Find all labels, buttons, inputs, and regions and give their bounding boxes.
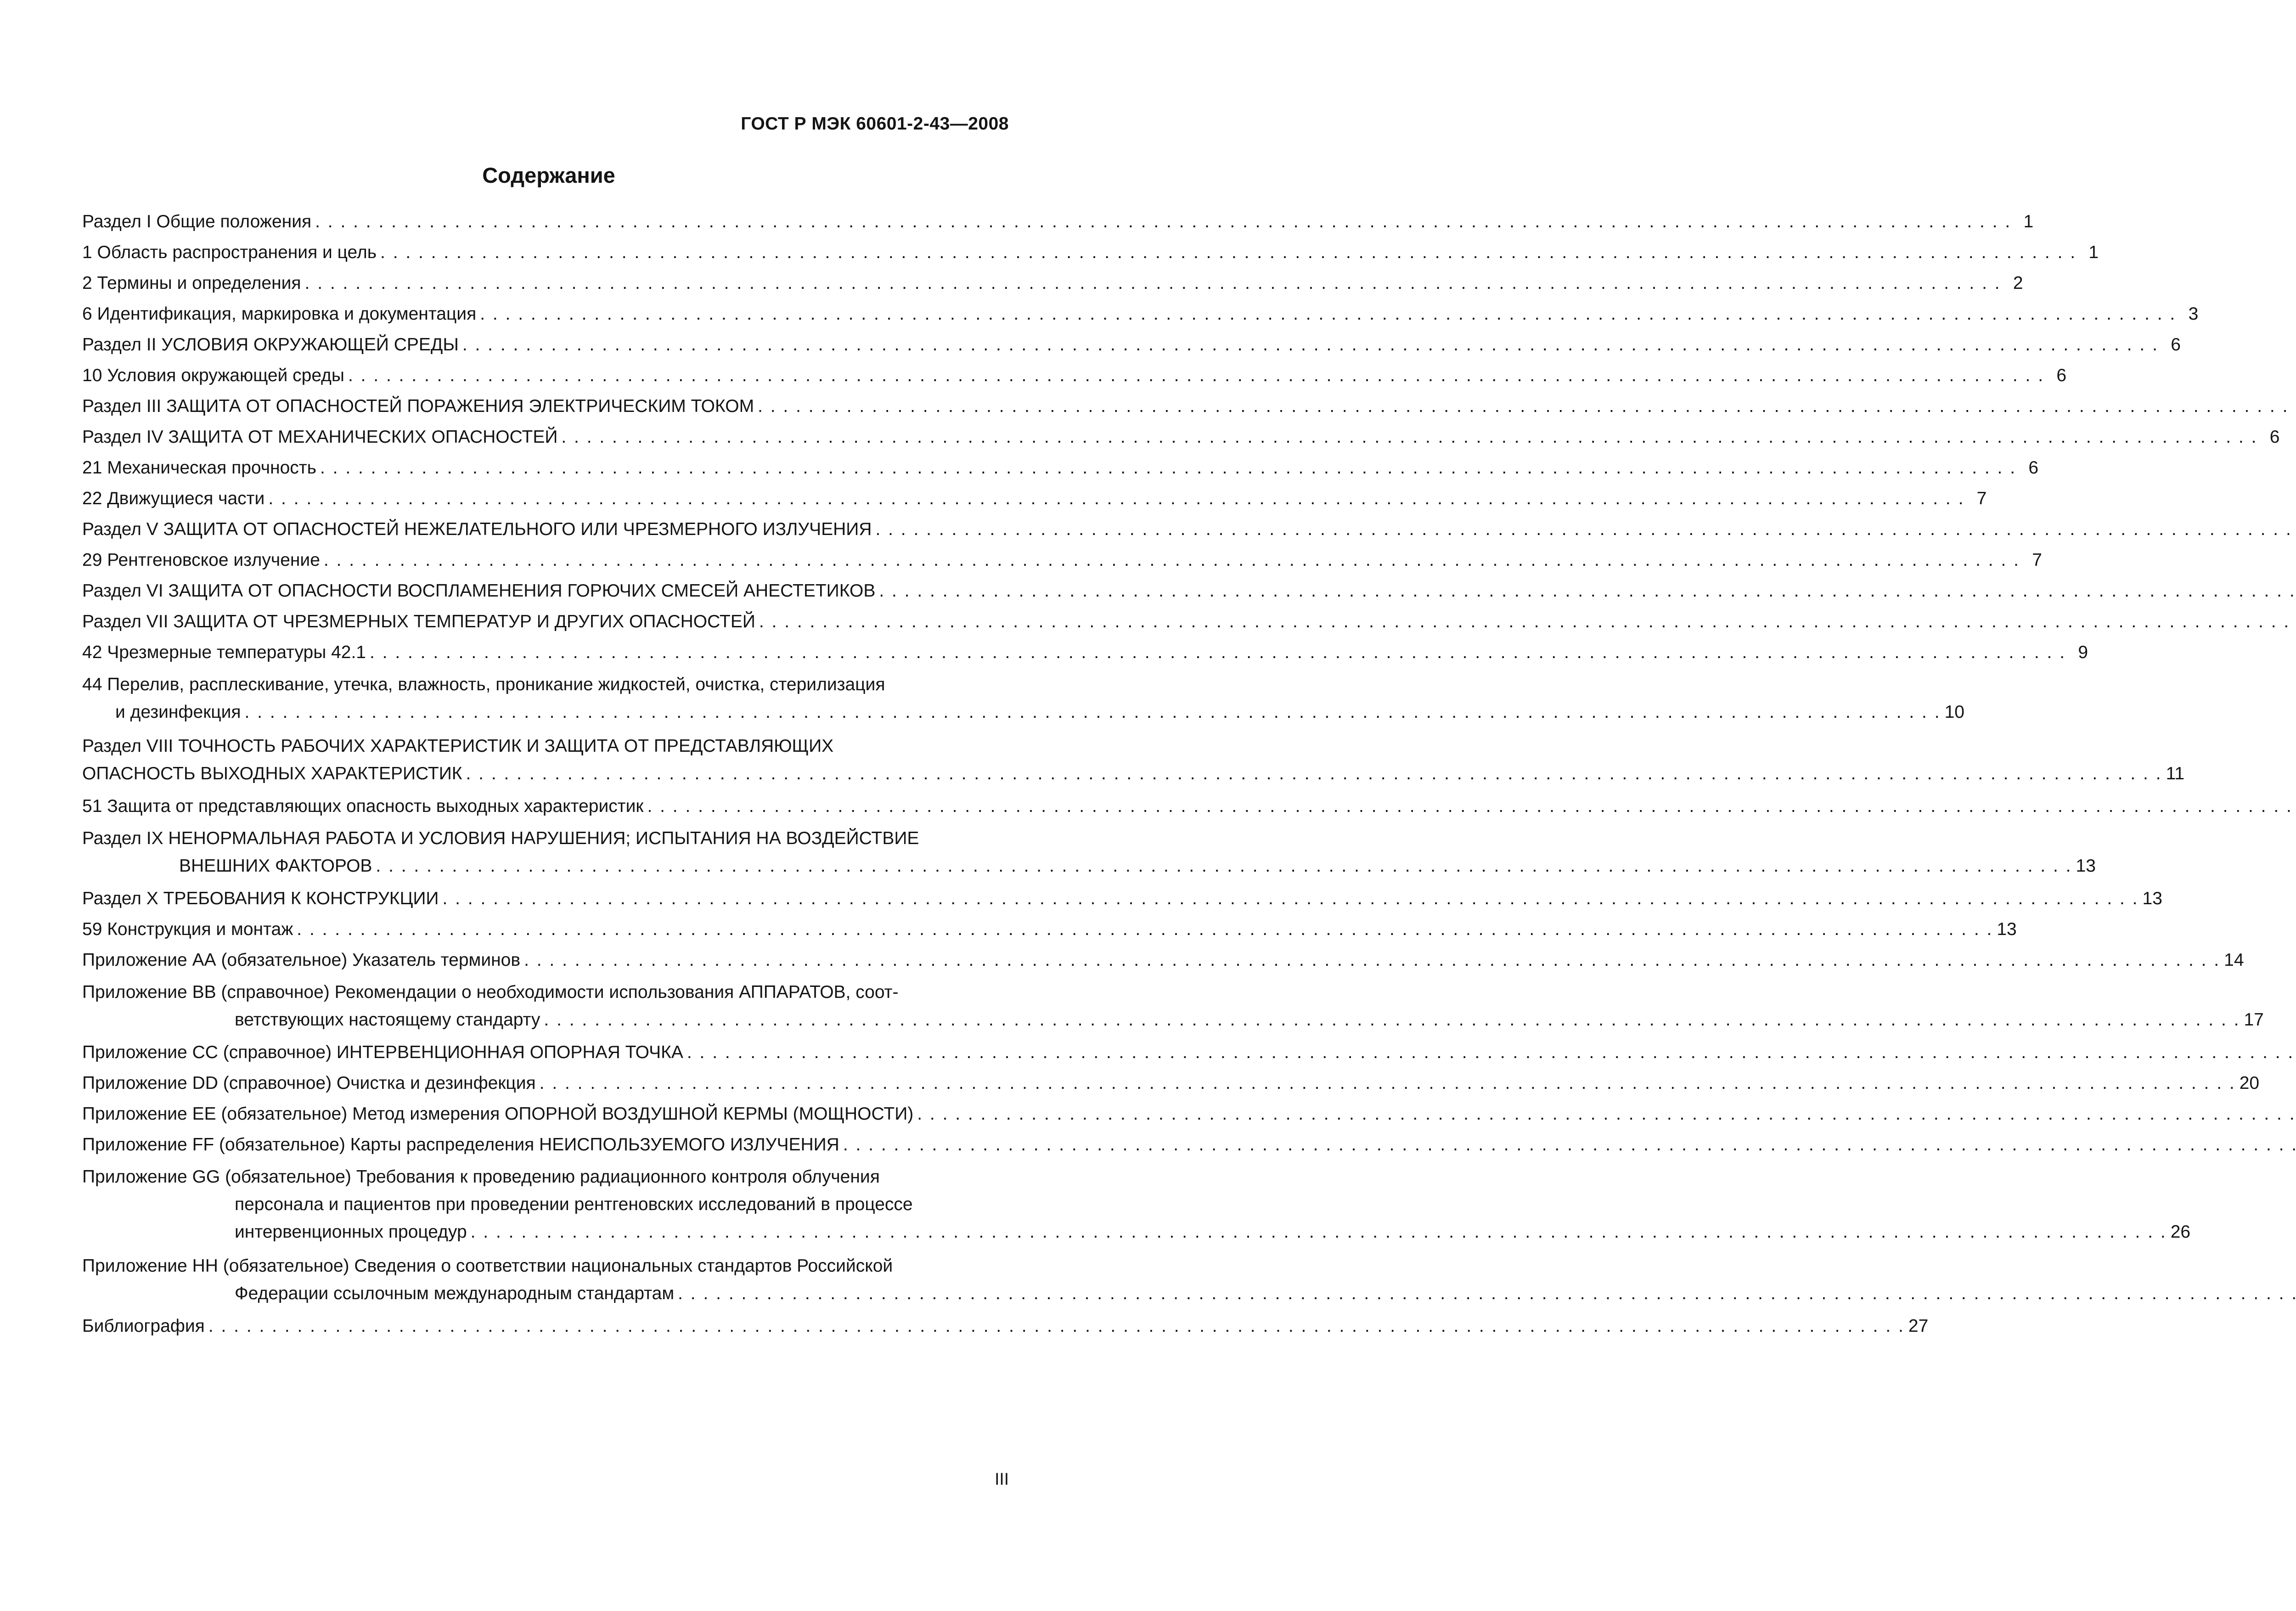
dot-leader — [466, 760, 2162, 788]
toc-entry[interactable] — [82, 425, 2280, 449]
toc-entry-title: Раздел IV ЗАЩИТА ОТ МЕХАНИЧЕСКИХ ОПАСНОСТЕЙ — [82, 427, 558, 447]
toc-entry[interactable] — [82, 1040, 1009, 1065]
toc-entry-title: Приложение СС (справочное) ИНТЕРВЕНЦИОННАЯ ОПОРНАЯ ТОЧКА — [82, 1042, 683, 1062]
dot-leader — [268, 486, 1964, 511]
toc-entry-title: ветствующих настоящему стандарту — [235, 1010, 540, 1030]
toc-entry-title: 51 Защита от представляющих опасность выходных характеристик — [82, 796, 644, 816]
page-title: Содержание — [482, 163, 615, 187]
dot-leader — [208, 1314, 1905, 1338]
toc-entry-title: Приложение FF (обязательное) Карты распределения НЕИСПОЛЬЗУЕМОГО ИЗЛУЧЕНИЯ — [82, 1135, 839, 1155]
dot-leader — [561, 425, 2257, 449]
dot-leader — [245, 698, 1941, 726]
dot-leader — [687, 1040, 2296, 1065]
toc-entry-title: Федерации ссылочным международным стандартам — [235, 1284, 675, 1303]
toc-entry-title: Приложение GG (обязательное) Требования к проведению радиационного контроля облучения — [82, 1167, 880, 1187]
toc-page-number: 17 — [2244, 1010, 2264, 1030]
toc-page-number: 6 — [2056, 366, 2067, 385]
toc-page-number: 27 — [1908, 1316, 1929, 1336]
table-of-contents — [82, 209, 2280, 1345]
dot-leader — [917, 1102, 2296, 1126]
dot-leader — [471, 1218, 2167, 1246]
dot-leader — [647, 794, 2296, 818]
toc-page-number: 7 — [2032, 550, 2042, 570]
toc-entry[interactable] — [82, 394, 1009, 418]
toc-entry-title: Раздел II УСЛОВИЯ ОКРУЖАЮЩЕЙ СРЕДЫ — [82, 335, 459, 355]
toc-page-number: 13 — [1997, 919, 2017, 939]
dot-leader — [297, 917, 1993, 941]
dot-leader — [380, 240, 2077, 265]
document-designation: ГОСТ Р МЭК 60601-2-43—2008 — [741, 114, 1009, 134]
dot-leader — [320, 456, 2016, 480]
toc-entry[interactable] — [82, 548, 2042, 572]
toc-entry[interactable] — [82, 1102, 1009, 1126]
toc-entry-title: Приложение ВВ (справочное) Рекомендации о необходимости использования АППАРАТОВ, соот- — [82, 982, 899, 1002]
dot-leader — [480, 302, 2176, 326]
toc-entry[interactable] — [82, 579, 1009, 603]
toc-page-number: 26 — [2170, 1222, 2191, 1242]
toc-entry[interactable] — [82, 486, 1987, 511]
toc-entry-title: Раздел VI ЗАЩИТА ОТ ОПАСНОСТИ ВОСПЛАМЕНЕНИЯ ГОРЮЧИХ СМЕСЕЙ АНЕСТЕТИКОВ — [82, 581, 876, 601]
toc-page-number: 1 — [2023, 212, 2034, 231]
toc-entry[interactable] — [82, 732, 2185, 788]
toc-entry[interactable] — [82, 825, 2096, 880]
toc-entry-title: 22 Движущиеся части — [82, 489, 265, 508]
toc-entry-title: Приложение НН (обязательное) Сведения о соответствии национальных стандартов Российской — [82, 1256, 893, 1276]
toc-entry[interactable] — [82, 302, 2199, 326]
toc-entry[interactable] — [82, 209, 2034, 234]
toc-entry-title: ВНЕШНИХ ФАКТОРОВ — [179, 856, 372, 876]
dot-leader — [843, 1132, 2296, 1157]
dot-leader — [879, 579, 2296, 603]
toc-entry[interactable] — [82, 456, 2039, 480]
dot-leader — [544, 1006, 2240, 1034]
toc-entry-title: 29 Рентгеновское излучение — [82, 550, 320, 570]
toc-page-number: 10 — [1944, 702, 1964, 722]
toc-page-number: 6 — [2028, 458, 2039, 478]
toc-entry-title: Раздел IX НЕНОРМАЛЬНАЯ РАБОТА И УСЛОВИЯ НАРУШЕНИЯ; ИСПЫТАНИЯ НА ВОЗДЕЙСТВИЕ — [82, 828, 919, 848]
toc-entry[interactable] — [82, 948, 2244, 972]
toc-entry[interactable] — [82, 917, 2017, 941]
toc-entry[interactable] — [82, 1314, 1929, 1338]
toc-entry[interactable] — [82, 363, 2067, 388]
toc-entry[interactable] — [82, 332, 2181, 357]
toc-page-number: 11 — [2166, 764, 2185, 783]
toc-entry-title: 59 Конструкция и монтаж — [82, 919, 293, 939]
toc-entry[interactable] — [82, 240, 2099, 265]
dot-leader — [370, 640, 2066, 665]
toc-entry-title: Раздел V ЗАЩИТА ОТ ОПАСНОСТЕЙ НЕЖЕЛАТЕЛЬНОГО ИЛИ ЧРЕЗМЕРНОГО ИЗЛУЧЕНИЯ — [82, 519, 872, 539]
toc-entry-title: 10 Условия окружающей среды — [82, 366, 344, 385]
toc-entry[interactable] — [82, 886, 2162, 911]
dot-leader — [462, 332, 2159, 357]
dot-leader — [442, 886, 2138, 911]
toc-entry[interactable] — [82, 609, 1009, 634]
toc-entry-title: Приложение ЕЕ (обязательное) Метод измерения ОПОРНОЙ ВОЗДУШНОЙ КЕРМЫ (МОЩНОСТИ) — [82, 1104, 914, 1124]
toc-entry[interactable] — [82, 640, 2088, 665]
dot-leader — [524, 948, 2220, 972]
dot-leader — [305, 271, 2001, 295]
toc-entry[interactable] — [82, 671, 1964, 726]
toc-entry-title: Библиография — [82, 1316, 205, 1336]
toc-entry-title: 1 Область распространения и цель — [82, 242, 377, 262]
dot-leader — [540, 1071, 2236, 1095]
toc-page-number: 9 — [2078, 642, 2088, 662]
toc-entry[interactable] — [82, 1071, 2260, 1095]
toc-page-number: 2 — [2013, 273, 2023, 293]
dot-leader — [315, 209, 2011, 234]
toc-entry-title: интервенционных процедур — [235, 1222, 467, 1242]
toc-entry-title: Раздел I Общие положения — [82, 212, 312, 231]
toc-entry-title: 21 Механическая прочность — [82, 458, 316, 478]
toc-entry-title: Приложение DD (справочное) Очистка и дезинфекция — [82, 1073, 536, 1093]
toc-entry-title: 44 Перелив, расплескивание, утечка, влажность, проникание жидкостей, очистка, стерилизация — [82, 675, 885, 694]
toc-entry[interactable] — [82, 1252, 1009, 1307]
toc-entry-title: 6 Идентификация, маркировка и документация — [82, 304, 477, 324]
toc-page-number: 14 — [2224, 950, 2244, 970]
toc-entry-title: персонала и пациентов при проведении рентгеновских исследований в процессе — [235, 1194, 913, 1214]
toc-entry-title: Приложение АА (обязательное) Указатель терминов — [82, 950, 521, 970]
toc-entry-title: 42 Чрезмерные температуры 42.1 — [82, 642, 366, 662]
toc-entry[interactable] — [82, 794, 1009, 818]
toc-page-number: 13 — [2142, 889, 2162, 908]
toc-entry-title: 2 Термины и определения — [82, 273, 301, 293]
toc-entry[interactable] — [82, 517, 1009, 541]
toc-entry-title: и дезинфекция — [115, 702, 241, 722]
dot-leader — [875, 517, 2296, 541]
dot-leader — [758, 394, 2296, 418]
toc-page-number: 1 — [2088, 242, 2099, 262]
toc-entry-title: ОПАСНОСТЬ ВЫХОДНЫХ ХАРАКТЕРИСТИК — [82, 764, 462, 783]
toc-entry-title: Раздел III ЗАЩИТА ОТ ОПАСНОСТЕЙ ПОРАЖЕНИЯ ЭЛЕКТРИЧЕСКИМ ТОКОМ — [82, 396, 754, 416]
toc-entry[interactable] — [82, 979, 2264, 1034]
dot-leader — [678, 1280, 2296, 1307]
toc-page-number: 6 — [2171, 335, 2181, 355]
toc-entry-title: Раздел X ТРЕБОВАНИЯ К КОНСТРУКЦИИ — [82, 889, 439, 908]
toc-entry[interactable] — [82, 1132, 1009, 1157]
toc-page-number: 20 — [2239, 1073, 2260, 1093]
dot-leader — [376, 852, 2072, 880]
toc-page-number: 7 — [1976, 489, 1987, 508]
toc-entry-title: Раздел VIII ТОЧНОСТЬ РАБОЧИХ ХАРАКТЕРИСТИК И ЗАЩИТА ОТ ПРЕДСТАВЛЯЮЩИХ — [82, 736, 834, 756]
dot-leader — [324, 548, 2020, 572]
dot-leader — [348, 363, 2044, 388]
toc-page-number: 6 — [2269, 427, 2280, 447]
toc-entry[interactable] — [82, 271, 2023, 295]
page-number: III — [995, 1470, 1009, 1488]
toc-page-number: 13 — [2076, 856, 2096, 876]
toc-entry-title: Раздел VII ЗАЩИТА ОТ ЧРЕЗМЕРНЫХ ТЕМПЕРАТУР И ДРУГИХ ОПАСНОСТЕЙ — [82, 612, 755, 631]
toc-page-number: 3 — [2188, 304, 2199, 324]
dot-leader — [759, 609, 2296, 634]
toc-entry[interactable] — [82, 1163, 2191, 1246]
